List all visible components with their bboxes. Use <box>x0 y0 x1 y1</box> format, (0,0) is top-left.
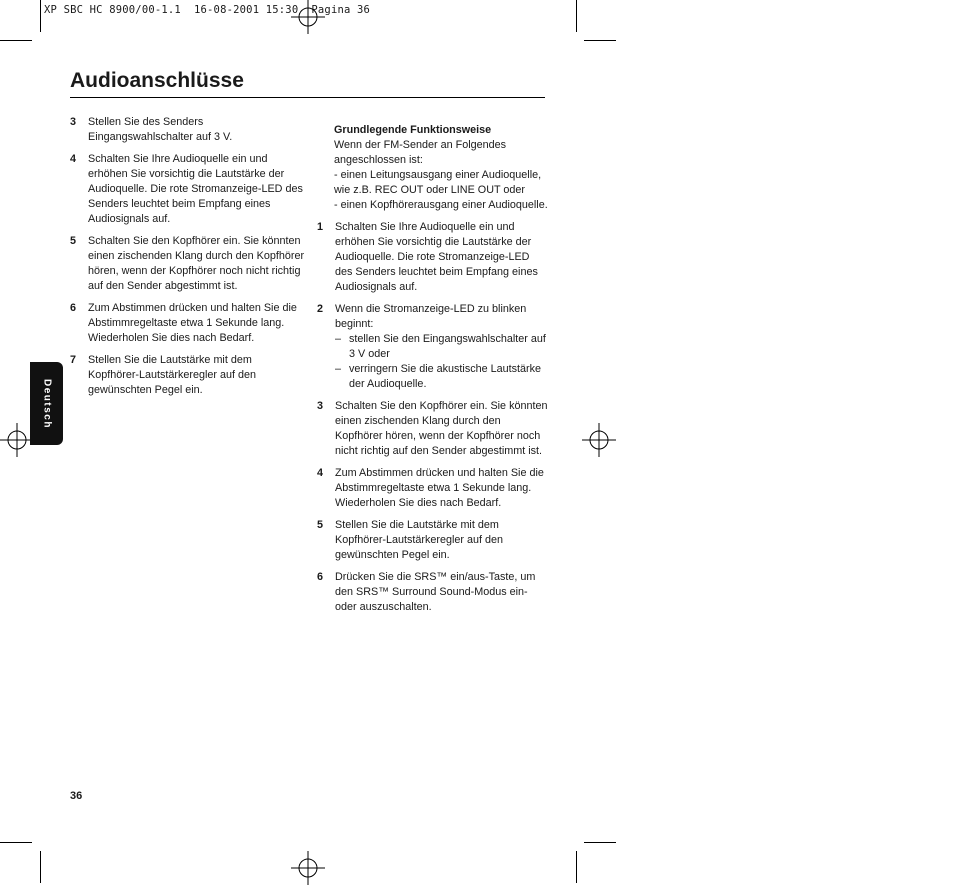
page-title: Audioanschlüsse <box>70 69 244 92</box>
step-item <box>70 115 305 145</box>
step-item <box>317 466 549 511</box>
step-text: Drücken Sie die SRS™ ein/aus-Taste, um den SRS™ Surround Sound-Modus ein- oder auszuschalten. <box>335 571 536 613</box>
step-body <box>335 302 549 392</box>
step-number: 2 <box>317 303 324 315</box>
step-item <box>70 301 305 346</box>
step-number: 6 <box>70 302 77 314</box>
step-text: Schalten Sie den Kopfhörer ein. Sie könnten einen zischenden Klang durch den Kopfhörer hören, wenn der Kopfhörer noch nicht richtig auf den Sender abgestimmt ist. <box>88 235 305 292</box>
step-item <box>70 152 305 227</box>
step-item <box>70 353 305 398</box>
step-number: 1 <box>317 221 324 233</box>
registration-mark-icon <box>582 423 616 457</box>
dash-icon: – <box>335 363 342 375</box>
crop-mark <box>0 40 32 41</box>
crop-mark <box>0 842 32 843</box>
language-tab <box>30 362 63 445</box>
crop-mark <box>576 851 577 883</box>
step-text: Stellen Sie des Senders Eingangswahlschalter auf 3 V. <box>88 116 233 143</box>
step-number: 6 <box>317 571 324 583</box>
sub-item-text: verringern Sie die akustische Lautstärke der Audioquelle. <box>349 363 542 390</box>
sub-item-text: stellen Sie den Eingangswahlschalter auf 3 V oder <box>349 333 546 360</box>
step-text: Stellen Sie die Lautstärke mit dem Kopfhörer-Lautstärkeregler auf den gewünschten Pegel ein. <box>335 519 504 561</box>
intro-block <box>334 123 549 213</box>
step-text: Schalten Sie Ihre Audioquelle ein und erhöhen Sie vorsichtig die Lautstärke der Audioquelle. Die rote Stromanzeige-LED des Senders leuchtet beim Empfang eines Audiosignals auf. <box>88 153 303 225</box>
registration-mark-icon <box>291 851 325 885</box>
step-number: 3 <box>70 116 77 128</box>
crop-mark <box>40 0 41 32</box>
right-column <box>317 123 549 622</box>
language-tab-label: Deutsch <box>41 378 52 429</box>
step-item <box>317 518 549 563</box>
step-text: Wenn die Stromanzeige-LED zu blinken beginnt: <box>335 303 527 330</box>
step-number: 5 <box>70 235 77 247</box>
step-text: Schalten Sie Ihre Audioquelle ein und erhöhen Sie vorsichtig die Lautstärke der Audioquelle. Die rote Stromanzeige-LED des Senders leuchtet beim Empfang eines Audiosignals auf. <box>335 221 538 293</box>
left-column <box>70 115 305 405</box>
title-rule <box>70 97 545 98</box>
intro-line: - einen Leitungsausgang einer Audioquelle, wie z.B. REC OUT oder LINE OUT oder <box>334 169 542 196</box>
section-heading: Grundlegende Funktionsweise <box>334 124 492 136</box>
step-number: 7 <box>70 354 77 366</box>
step-item <box>317 570 549 615</box>
intro-line: Wenn der FM-Sender an Folgendes angeschlossen ist: <box>334 139 507 166</box>
step-item <box>317 220 549 295</box>
crop-mark <box>576 0 577 32</box>
step-item <box>317 399 549 459</box>
step-number: 5 <box>317 519 324 531</box>
intro-line: - einen Kopfhörerausgang einer Audioquelle. <box>334 199 548 211</box>
print-header: XP SBC HC 8900/00-1.1 16-08-2001 15:30 Pagina 36 <box>44 4 371 16</box>
sub-item <box>335 362 549 392</box>
step-text: Zum Abstimmen drücken und halten Sie die Abstimmregeltaste etwa 1 Sekunde lang. Wiederholen Sie dies nach Bedarf. <box>335 467 544 509</box>
crop-mark <box>40 851 41 883</box>
step-text: Zum Abstimmen drücken und halten Sie die Abstimmregeltaste etwa 1 Sekunde lang. Wiederholen Sie dies nach Bedarf. <box>88 302 297 344</box>
step-text: Stellen Sie die Lautstärke mit dem Kopfhörer-Lautstärkeregler auf den gewünschten Pegel ein. <box>88 354 257 396</box>
step-number: 4 <box>70 153 77 165</box>
step-text: Schalten Sie den Kopfhörer ein. Sie könnten einen zischenden Klang durch den Kopfhörer hören, wenn der Kopfhörer noch nicht richtig auf den Sender abgestimmt ist. <box>335 400 548 457</box>
page-number: 36 <box>70 790 83 802</box>
step-item <box>317 302 549 392</box>
sub-item <box>335 332 549 362</box>
dash-icon: – <box>335 333 342 345</box>
registration-mark-icon <box>0 423 34 457</box>
step-number: 3 <box>317 400 324 412</box>
crop-mark <box>584 40 616 41</box>
step-number: 4 <box>317 467 324 479</box>
crop-mark <box>584 842 616 843</box>
step-item <box>70 234 305 294</box>
registration-mark-icon <box>291 0 325 34</box>
